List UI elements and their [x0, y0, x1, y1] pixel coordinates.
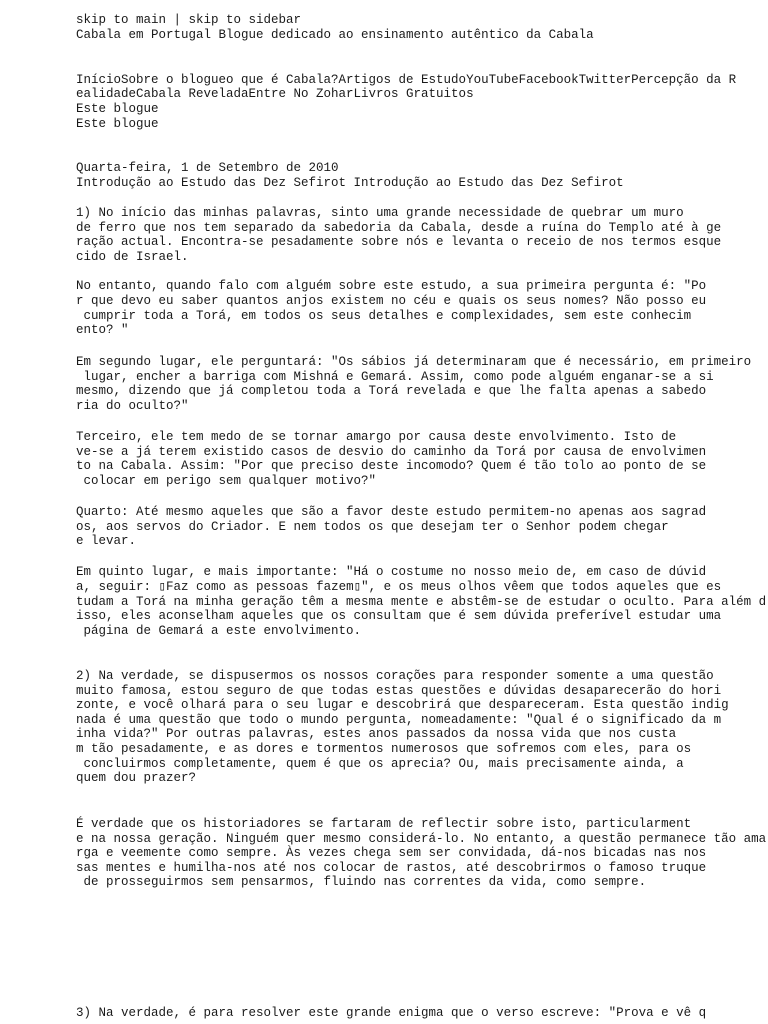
paragraph-line: rga e veemente como sempre. Às vezes chega sem ser convidada, dá-nos bicadas nas nos: [76, 846, 707, 860]
paragraph-line: nada é uma questão que todo o mundo pergunta, nomeadamente: "Qual é o significado da m: [76, 713, 722, 727]
paragraph-line: página de Gemará a este envolvimento.: [76, 624, 362, 638]
paragraph-line: e levar.: [76, 534, 137, 548]
paragraph-line: ve-se a já terem existido casos de desvio do caminho da Torá por causa de envolvimen: [76, 445, 707, 459]
paragraph-line: Quarto: Até mesmo aqueles que são a favor deste estudo permitem-no apenas aos sagrad: [76, 505, 707, 519]
paragraph-line: É verdade que os historiadores se fartaram de reflectir sobre isto, particularment: [76, 817, 692, 831]
paragraph-line: cumprir toda a Torá, em todos os seus detalhes e complexidades, sem este conhecim: [76, 309, 692, 323]
paragraph-line: 2) Na verdade, se dispusermos os nossos corações para responder somente a uma questão: [76, 669, 714, 683]
search-scope-label-2: Este blogue: [76, 117, 159, 131]
paragraph-line: m tão pesadamente, e as dores e tormentos numerosos que sofremos com eles, para os: [76, 742, 692, 756]
paragraph-line: r que devo eu saber quantos anjos existem no céu e quais os seus nomes? Não posso eu: [76, 294, 707, 308]
paragraph-line: cido de Israel.: [76, 250, 189, 264]
paragraph-line: sas mentes e humilha-nos até nos colocar de rastos, até descobrirmos o famoso truque: [76, 861, 707, 875]
paragraph-line: No entanto, quando falo com alguém sobre este estudo, a sua primeira pergunta é: "Po: [76, 279, 707, 293]
search-scope-label: Este blogue: [76, 102, 159, 116]
nav-menu-line-1[interactable]: InícioSobre o blogueo que é Cabala?Artigos de EstudoYouTubeFacebookTwitterPercepção da R: [76, 73, 737, 87]
paragraph-line: colocar em perigo sem qualquer motivo?": [76, 474, 377, 488]
paragraph-line: ração actual. Encontra-se pesadamente sobre nós e levanta o receio de nos termos esque: [76, 235, 722, 249]
paragraph-line: Terceiro, ele tem medo de se tornar amargo por causa deste envolvimento. Isto de: [76, 430, 677, 444]
paragraph-line: a, seguir: ▯Faz como as pessoas fazem▯", e os meus olhos vêem que todos aqueles que es: [76, 580, 722, 594]
paragraph-line: ento? ": [76, 323, 129, 337]
paragraph-line: Em quinto lugar, e mais importante: "Há o costume no nosso meio de, em caso de dúvid: [76, 565, 707, 579]
skip-links[interactable]: skip to main | skip to sidebar: [76, 13, 302, 27]
paragraph-line: to na Cabala. Assim: "Por que preciso deste incomodo? Quem é tão tolo ao ponto de se: [76, 459, 707, 473]
blog-title[interactable]: Cabala em Portugal Blogue dedicado ao ensinamento autêntico da Cabala: [76, 28, 594, 42]
paragraph-line: 3) Na verdade, é para resolver este grande enigma que o verso escreve: "Prova e vê q: [76, 1006, 707, 1020]
post-title[interactable]: Introdução ao Estudo das Dez Sefirot Introdução ao Estudo das Dez Sefirot: [76, 176, 624, 190]
paragraph-line: inha vida?" Por outras palavras, estes anos passados da nossa vida que nos custa: [76, 727, 677, 741]
paragraph-line: de ferro que nos tem separado da sabedoria da Cabala, desde a ruína do Templo até à ge: [76, 221, 722, 235]
paragraph-line: muito famosa, estou seguro de que todas estas questões e dúvidas desaparecerão do hori: [76, 684, 722, 698]
paragraph-line: 1) No início das minhas palavras, sinto uma grande necessidade de quebrar um muro: [76, 206, 684, 220]
paragraph-line: tudam a Torá na minha geração têm a mesma mente e abstêm-se de estudar o oculto. Para além d: [76, 595, 767, 609]
paragraph-line: de prosseguirmos sem pensarmos, fluindo nas correntes da vida, como sempre.: [76, 875, 647, 889]
paragraph-line: Em segundo lugar, ele perguntará: "Os sábios já determinaram que é necessário, em primeiro: [76, 355, 752, 369]
paragraph-line: lugar, encher a barriga com Mishná e Gemará. Assim, como pode alguém enganar-se a si: [76, 370, 714, 384]
paragraph-line: concluirmos completamente, quem é que os aprecia? Ou, mais precisamente ainda, a: [76, 757, 684, 771]
paragraph-line: quem dou prazer?: [76, 771, 197, 785]
paragraph-line: zonte, e você olhará para o seu lugar e descobrirá que despareceram. Esta questão indig: [76, 698, 729, 712]
paragraph-line: e na nossa geração. Ninguém quer mesmo considerá-lo. No entanto, a questão permanece tão ama: [76, 832, 767, 846]
paragraph-line: mesmo, dizendo que já completou toda a Torá revelada e que lhe falta apenas a sabedo: [76, 384, 707, 398]
paragraph-line: isso, eles aconselham aqueles que os consultam que é sem dúvida preferível estudar uma: [76, 609, 722, 623]
post-date: Quarta-feira, 1 de Setembro de 2010: [76, 161, 339, 175]
nav-menu-line-2[interactable]: ealidadeCabala ReveladaEntre No ZoharLivros Gratuitos: [76, 87, 474, 101]
paragraph-line: os, aos servos do Criador. E nem todos os que desejam ter o Senhor podem chegar: [76, 520, 669, 534]
paragraph-line: ria do oculto?": [76, 399, 189, 413]
